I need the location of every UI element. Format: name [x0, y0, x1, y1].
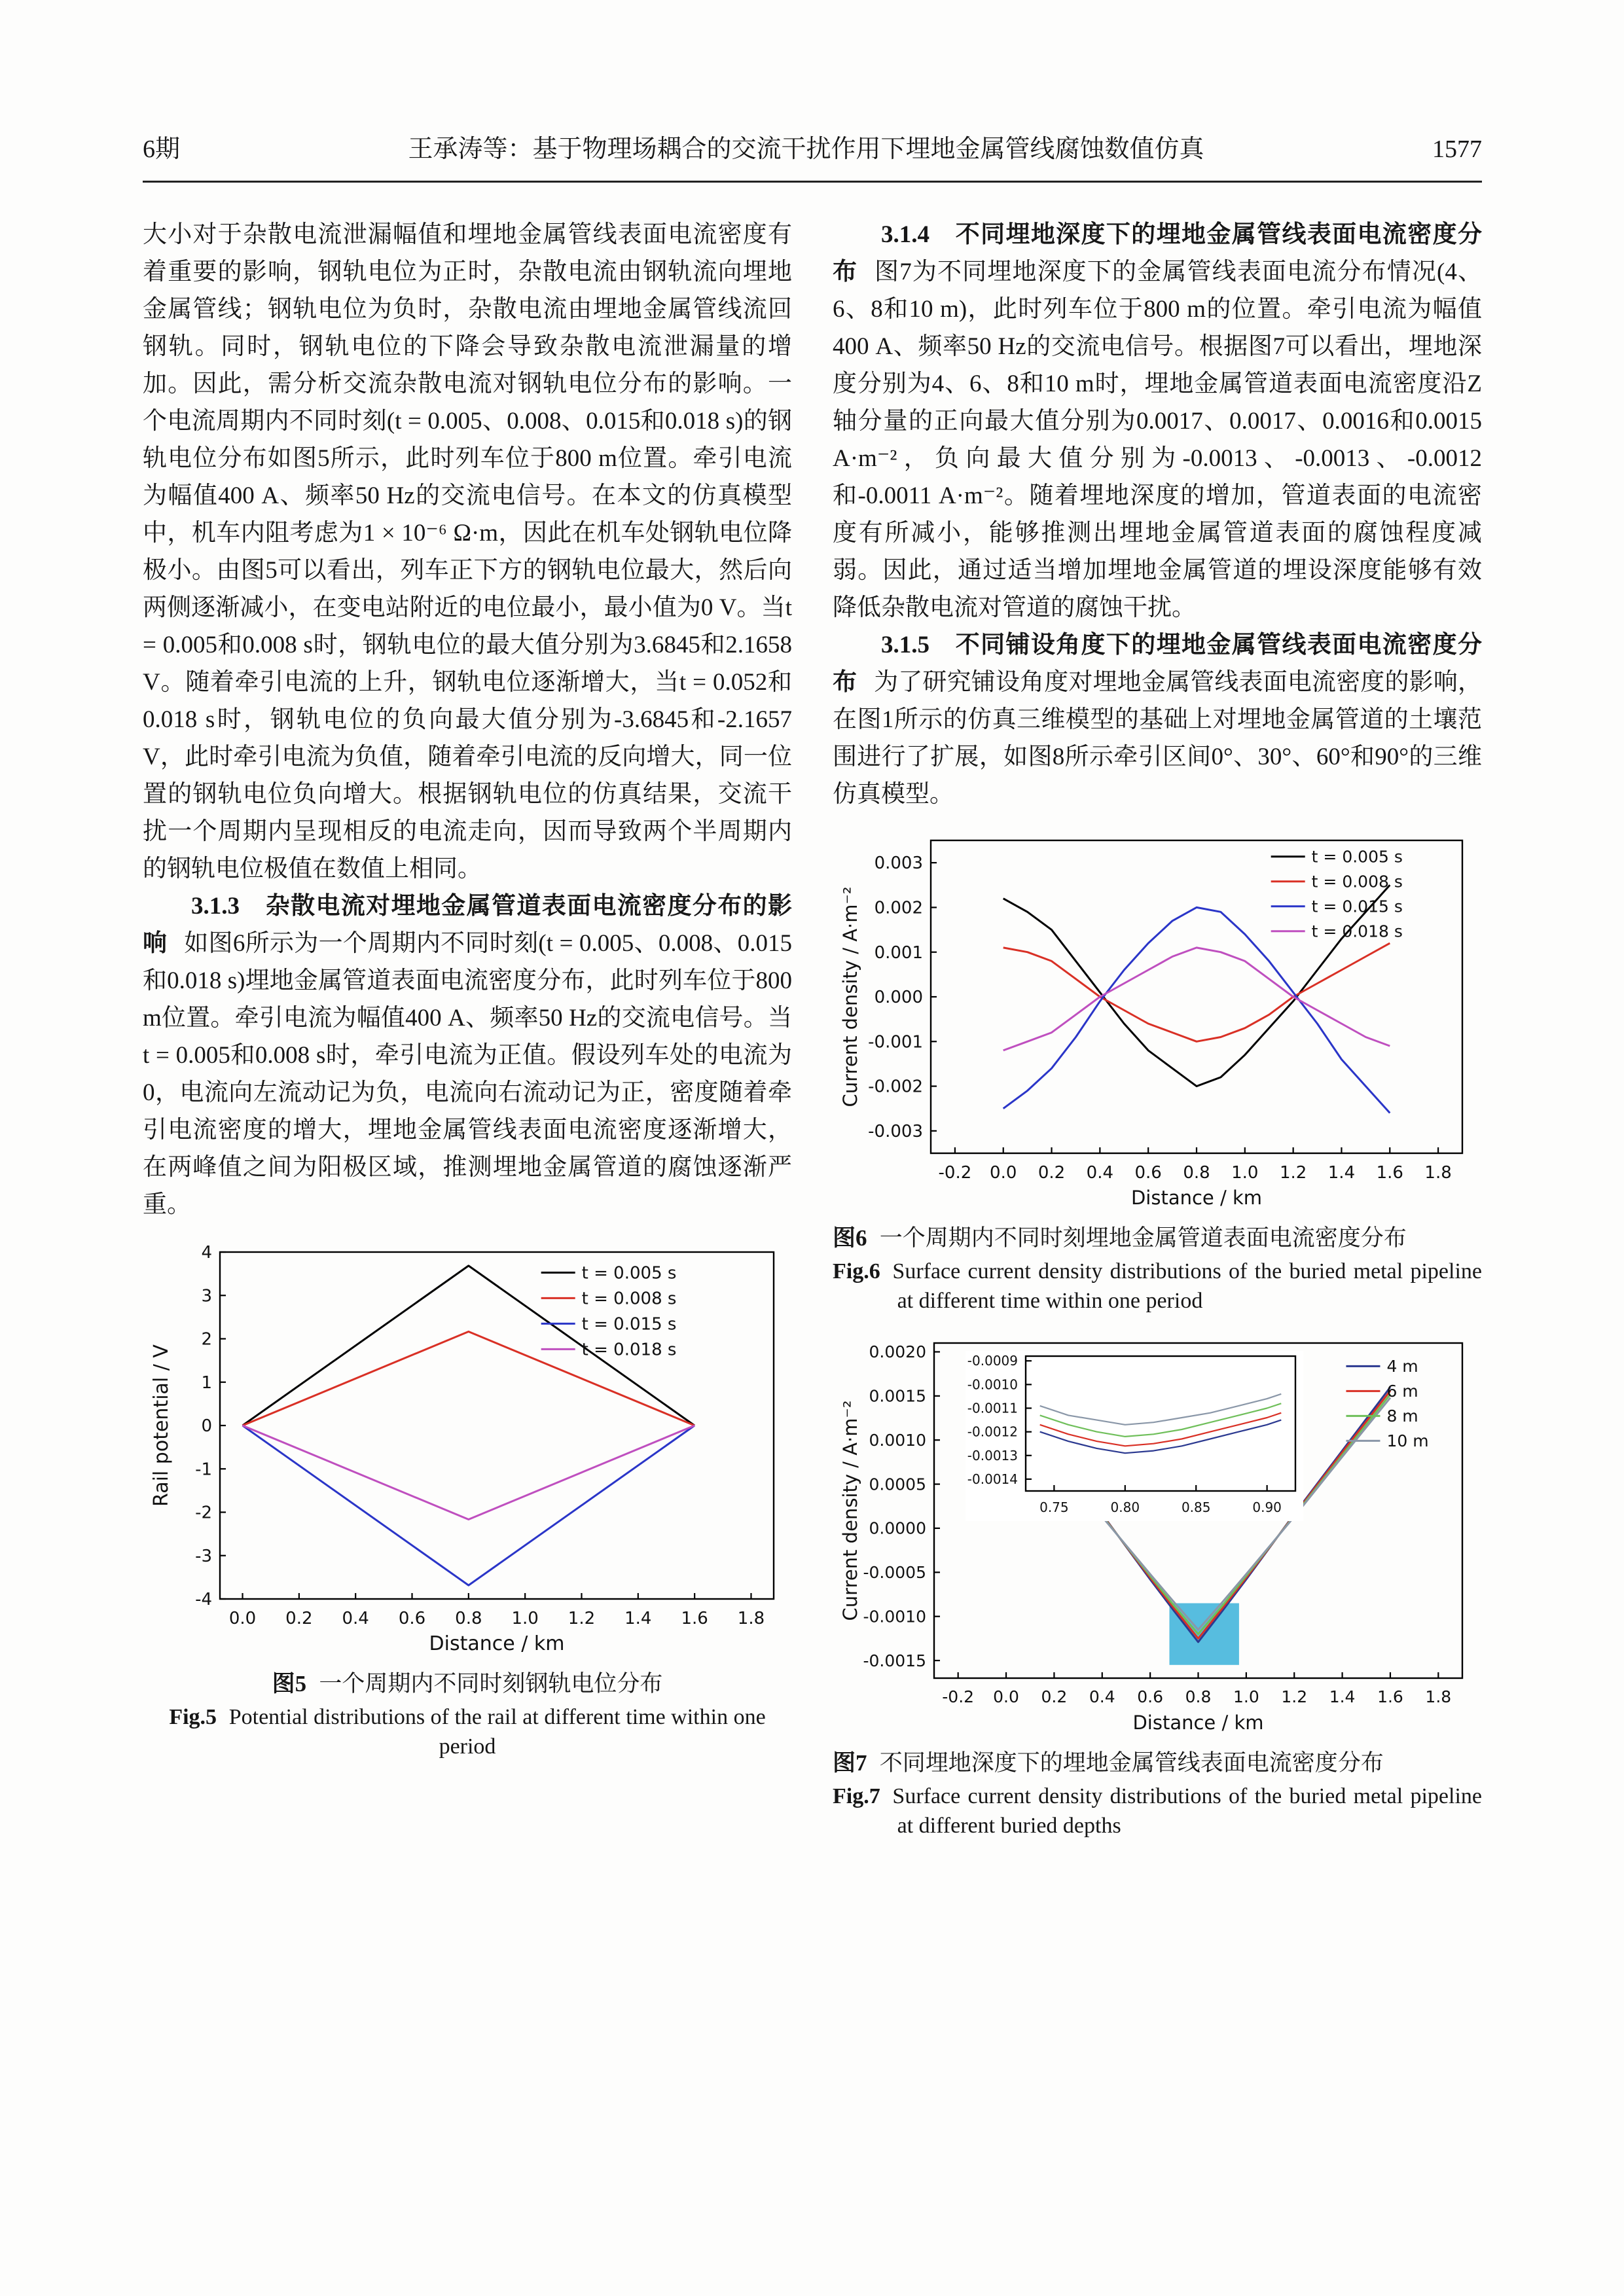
- svg-text:1.4: 1.4: [1327, 1163, 1356, 1183]
- figure6-caption-zh: [833, 1223, 1482, 1254]
- figure5-caption-zh-label: 图5: [272, 1671, 307, 1696]
- figure6-caption-zh-label: 图6: [833, 1225, 867, 1251]
- svg-text:0.000: 0.000: [874, 988, 923, 1008]
- svg-text:0.6: 0.6: [398, 1609, 426, 1628]
- svg-text:t = 0.018 s: t = 0.018 s: [581, 1340, 677, 1360]
- paragraph-continuation: 大小对于杂散电流泄漏幅值和埋地金属管线表面电流密度有着重要的影响，钢轨电位为正时，杂散电流由钢轨流向埋地金属管线；钢轨电位为负时，杂散电流由埋地金属管线流回钢轨。同时，钢轨电位的下降会导致杂散电流泄漏量的增加。因此，需分析交流杂散电流对钢轨电位分布的影响。一个电流周期内不同时刻(t = 0.005、0.008、0.015和0.018 s)的钢轨电位分布如图5所示，此时列车位于800 m位置。牵引电流为幅值400 A、频率50 Hz的交流电信号。在本文的仿真模型中，机车内阻考虑为1 × 10⁻⁶ Ω·m，因此在机车处钢轨电位降极小。由图5可以看出，列车正下方的钢轨电位最大，然后向两侧逐渐减小，在变电站附近的电位最小，最小值为0 V。当t = 0.005和0.008 s时，钢轨电位的最大值分别为3.6845和2.1658 V。随着牵引电流的上升，钢轨电位逐渐增大，当t = 0.052和0.018 s时，钢轨电位的负向最大值分别为-3.6845和-2.1657 V，此时牵引电流为负值，随着牵引电流的反向增大，同一位置的钢轨电位负向增大。根据钢轨电位的仿真结果，交流干扰一个周期内呈现相反的电流走向，因而导致两个半周期内的钢轨电位极值在数值上相同。: [143, 221, 792, 882]
- figure6-caption-en: [833, 1257, 1482, 1316]
- svg-text:0.0005: 0.0005: [869, 1475, 926, 1494]
- page-header: [143, 135, 1482, 164]
- svg-text:4: 4: [201, 1243, 212, 1263]
- running-title: 王承涛等：基于物理场耦合的交流干扰作用下埋地金属管线腐蚀数值仿真: [408, 135, 1204, 163]
- svg-text:3: 3: [201, 1286, 212, 1306]
- svg-text:-0.0013: -0.0013: [967, 1447, 1019, 1463]
- svg-text:1.0: 1.0: [1233, 1687, 1259, 1706]
- figure6-caption-en-text: Surface current density distributions of the buried metal pipeline at different time within one period: [892, 1259, 1482, 1313]
- figure-6: [833, 830, 1482, 1316]
- figure7-caption-en-label: Fig.7: [833, 1784, 880, 1808]
- svg-text:Current density / A·m⁻²: Current density / A·m⁻²: [839, 1400, 861, 1621]
- figure7-caption-en-text: Surface current density distributions of the buried metal pipeline at different buried depths: [892, 1784, 1482, 1838]
- svg-text:0.2: 0.2: [1041, 1687, 1068, 1706]
- svg-text:1.6: 1.6: [1377, 1687, 1403, 1706]
- svg-text:1.4: 1.4: [624, 1609, 652, 1628]
- svg-text:0.0010: 0.0010: [869, 1431, 926, 1450]
- svg-text:-0.0010: -0.0010: [863, 1607, 926, 1626]
- figure7-caption-zh-label: 图7: [833, 1750, 867, 1776]
- svg-text:-0.0014: -0.0014: [967, 1471, 1019, 1487]
- figure7-caption-zh-text: 不同埋地深度下的埋地金属管线表面电流密度分布: [879, 1750, 1384, 1776]
- svg-text:Distance / km: Distance / km: [429, 1632, 565, 1655]
- figure7-caption: [833, 1748, 1482, 1840]
- svg-text:-0.2: -0.2: [942, 1687, 975, 1706]
- figure-7: [833, 1333, 1482, 1840]
- svg-text:0.003: 0.003: [874, 853, 923, 874]
- paragraph-text: 如图6所示为一个周期内不同时刻(t = 0.005、0.008、0.015和0.018 s)埋地金属管道表面电流密度分布，此时列车位于800 m位置。牵引电流为幅值400 A、频率50 Hz的交流电信号。当t = 0.005和0.008 s时，牵引电流为正值。假设列车处的电流为0，电流向左流动记为负，电流向右流动记为正，密度随着牵引电流密度的增大，埋地金属管线表面电流密度逐渐增大，在两峰值之间为阳极区域，推测埋地金属管道的腐蚀逐渐严重。: [143, 930, 793, 1218]
- svg-text:1.2: 1.2: [1279, 1163, 1307, 1183]
- svg-text:0.002: 0.002: [874, 898, 923, 918]
- svg-text:t = 0.005 s: t = 0.005 s: [581, 1263, 677, 1283]
- figure5-caption-zh-text: 一个周期内不同时刻钢轨电位分布: [319, 1671, 663, 1696]
- figure5-caption-en-label: Fig.5: [169, 1705, 217, 1729]
- svg-text:0.85: 0.85: [1182, 1499, 1211, 1515]
- figure5-caption-zh: [143, 1668, 792, 1700]
- svg-text:0.75: 0.75: [1039, 1499, 1069, 1515]
- journal-issue: 6期: [143, 135, 181, 163]
- svg-text:0.0: 0.0: [228, 1609, 257, 1628]
- svg-text:1.0: 1.0: [1231, 1163, 1259, 1183]
- paragraph-text: 为了研究铺设角度对埋地金属管线表面电流密度的影响，在图1所示的仿真三维模型的基础上对埋地金属管道的土壤范围进行了扩展，如图8所示牵引区间0°、30°、60°和90°的三维仿真模型。: [833, 669, 1483, 808]
- svg-text:0.80: 0.80: [1110, 1499, 1140, 1515]
- svg-text:1.2: 1.2: [1281, 1687, 1308, 1706]
- svg-text:0.8: 0.8: [455, 1609, 482, 1628]
- svg-text:1.6: 1.6: [1376, 1163, 1403, 1183]
- svg-text:-3: -3: [195, 1546, 212, 1566]
- svg-text:-0.002: -0.002: [868, 1077, 923, 1097]
- svg-text:-1: -1: [195, 1460, 212, 1480]
- svg-text:0.6: 0.6: [1134, 1163, 1162, 1183]
- figure5-caption: [143, 1668, 792, 1761]
- svg-text:Current density / A·m⁻²: Current density / A·m⁻²: [839, 886, 861, 1107]
- svg-text:10 m: 10 m: [1386, 1431, 1429, 1451]
- paragraph-text: 图7为不同埋地深度下的金属管线表面电流分布情况(4、6、8和10 m)，此时列车位于800 m的位置。牵引电流为幅值400 A、频率50 Hz的交流电信号。根据图7可以看出，埋地深度分别为4、6、8和10 m时，埋地金属管道表面电流密度沿Z轴分量的正向最大值分别为0.0017、0.0017、0.0016和0.0015 A·m⁻²，负向最大值分别为-0.0013、-0.0013、-0.0012和-0.0011 A·m⁻²。随着埋地深度的增加，管道表面的电流密度有所减小，能够推测出埋地金属管道表面的腐蚀程度减弱。因此，通过适当增加埋地金属管道的埋设深度能够有效降低杂散电流对管道的腐蚀干扰。: [833, 259, 1482, 621]
- figure-5: [143, 1240, 792, 1761]
- section-heading-3-1-4: 3.1.4 不同埋地深度下的埋地金属管线表面电流密度分布: [833, 221, 1482, 285]
- svg-text:2: 2: [201, 1329, 212, 1350]
- figure5-line-chart: [143, 1240, 792, 1659]
- figure5-caption-en: [143, 1702, 792, 1761]
- svg-text:t = 0.008 s: t = 0.008 s: [1311, 872, 1403, 891]
- svg-text:-0.0010: -0.0010: [967, 1376, 1019, 1393]
- svg-text:0.6: 0.6: [1137, 1687, 1164, 1706]
- svg-text:-0.0015: -0.0015: [863, 1651, 926, 1670]
- svg-text:0.0015: 0.0015: [869, 1386, 926, 1406]
- figure7-line-chart: [833, 1333, 1482, 1738]
- svg-text:-4: -4: [195, 1590, 212, 1610]
- svg-text:4 m: 4 m: [1386, 1357, 1418, 1376]
- svg-text:1.8: 1.8: [1424, 1163, 1452, 1183]
- svg-text:t = 0.015 s: t = 0.015 s: [1311, 897, 1403, 916]
- figure6-caption-en-label: Fig.6: [833, 1259, 880, 1283]
- svg-text:1.2: 1.2: [568, 1609, 596, 1628]
- figure7-inset-chart: [965, 1351, 1303, 1521]
- svg-text:0.0: 0.0: [990, 1163, 1017, 1183]
- svg-text:0.8: 0.8: [1185, 1687, 1212, 1706]
- svg-text:t = 0.018 s: t = 0.018 s: [1311, 922, 1403, 941]
- figure7-caption-zh: [833, 1748, 1482, 1779]
- paragraph-section-3-1-5: [833, 626, 1482, 813]
- svg-text:0.90: 0.90: [1252, 1499, 1282, 1515]
- svg-text:Distance / km: Distance / km: [1132, 1712, 1264, 1734]
- svg-text:1.0: 1.0: [511, 1609, 539, 1628]
- figure6-line-chart: [833, 830, 1482, 1213]
- svg-text:0.0: 0.0: [993, 1687, 1019, 1706]
- svg-text:-0.2: -0.2: [938, 1163, 972, 1183]
- svg-text:0.4: 0.4: [1086, 1163, 1114, 1183]
- figure6-caption-zh-text: 一个周期内不同时刻埋地金属管道表面电流密度分布: [879, 1225, 1407, 1251]
- section-heading-3-1-5: 3.1.5 不同铺设角度下的埋地金属管线表面电流密度分布: [833, 632, 1482, 696]
- svg-text:t = 0.008 s: t = 0.008 s: [581, 1289, 677, 1309]
- svg-text:t = 0.005 s: t = 0.005 s: [1311, 847, 1403, 867]
- svg-text:-0.0005: -0.0005: [863, 1563, 926, 1583]
- svg-text:0.8: 0.8: [1183, 1163, 1210, 1183]
- section-heading-3-1-3: 3.1.3 杂散电流对埋地金属管道表面电流密度分布的影响: [143, 893, 792, 957]
- svg-text:Distance / km: Distance / km: [1130, 1187, 1263, 1209]
- column-right: [833, 216, 1482, 1840]
- paragraph-section-3-1-3: [143, 888, 792, 1223]
- svg-text:-0.0012: -0.0012: [967, 1424, 1019, 1440]
- column-left: [143, 216, 792, 1761]
- figure6-caption: [833, 1223, 1482, 1316]
- svg-text:0.001: 0.001: [874, 942, 923, 963]
- figure5-caption-en-text: Potential distributions of the rail at different time within one period: [228, 1705, 766, 1759]
- svg-text:0.2: 0.2: [1038, 1163, 1066, 1183]
- header-rule: [143, 181, 1482, 183]
- svg-text:8 m: 8 m: [1386, 1407, 1418, 1426]
- svg-text:-0.0011: -0.0011: [967, 1400, 1019, 1416]
- svg-text:t = 0.015 s: t = 0.015 s: [581, 1314, 677, 1335]
- svg-text:0.0020: 0.0020: [869, 1342, 926, 1362]
- svg-text:0.2: 0.2: [285, 1609, 313, 1628]
- figure7-caption-en: [833, 1782, 1482, 1840]
- svg-text:0: 0: [201, 1416, 212, 1437]
- svg-text:-0.001: -0.001: [868, 1032, 923, 1052]
- svg-text:-0.003: -0.003: [868, 1122, 923, 1141]
- page-number: 1577: [1432, 135, 1482, 163]
- svg-text:-2: -2: [195, 1503, 212, 1523]
- svg-text:0.0000: 0.0000: [869, 1518, 926, 1538]
- svg-text:1.8: 1.8: [1425, 1687, 1452, 1706]
- svg-text:0.4: 0.4: [1089, 1687, 1115, 1706]
- svg-text:1: 1: [201, 1372, 212, 1393]
- svg-text:6 m: 6 m: [1386, 1382, 1418, 1401]
- svg-text:0.4: 0.4: [342, 1609, 369, 1628]
- paragraph-section-3-1-4: [833, 216, 1482, 626]
- svg-text:1.6: 1.6: [681, 1609, 708, 1628]
- svg-text:-0.0009: -0.0009: [967, 1353, 1019, 1369]
- svg-text:1.4: 1.4: [1329, 1687, 1356, 1706]
- svg-text:Rail potential / V: Rail potential / V: [150, 1344, 173, 1507]
- svg-text:1.8: 1.8: [737, 1609, 765, 1628]
